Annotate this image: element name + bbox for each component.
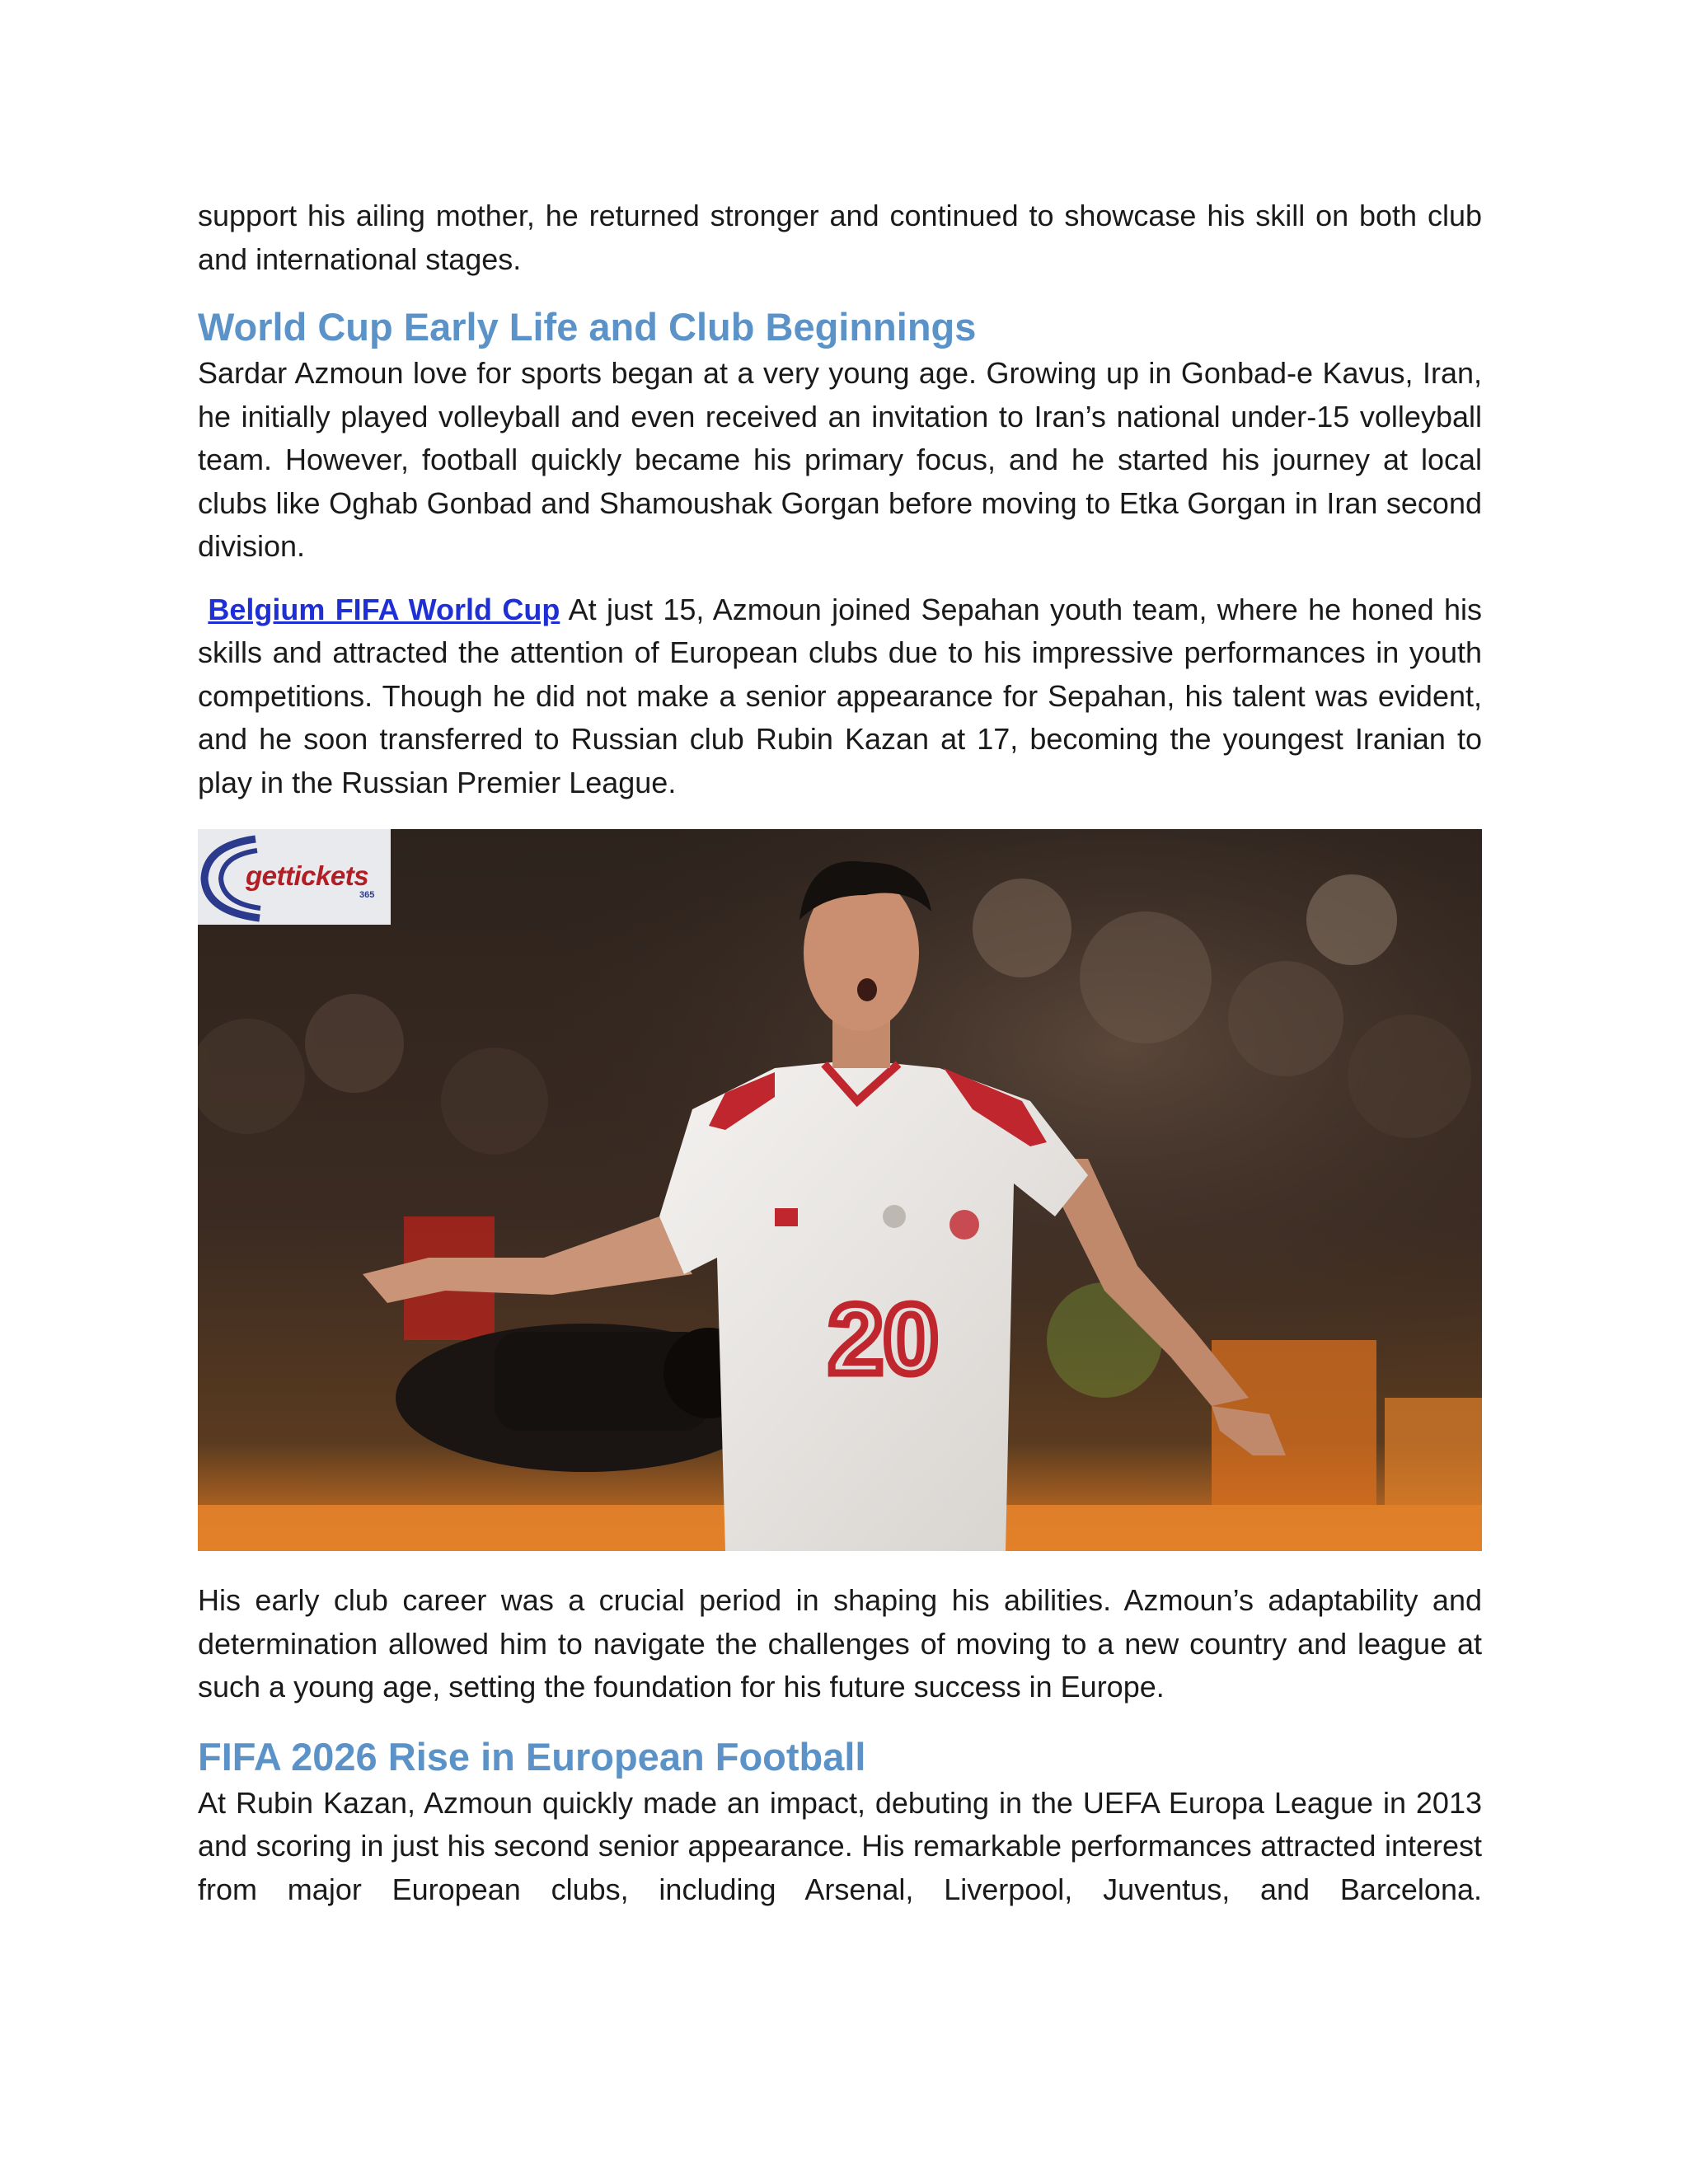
belgium-fifa-world-cup-link[interactable]: Belgium FIFA World Cup [208,592,560,626]
logo-text: gettickets [246,860,369,891]
photo-illustration [198,829,1482,1551]
logo-subtext: 365 [359,890,375,900]
player-celebration-photo [198,829,1482,1551]
photographer-camera [396,1324,775,1472]
shirt-number: 20 [828,1284,939,1394]
early-career-summary-paragraph: His early club career was a crucial period in shaping his abilities. Azmoun’s adaptability and determination allowed him to navigate the challenges of moving to a new country and league at such a young age, setting the foundation for his future success in Europe. [198,1583,1482,1704]
document-page [198,194,1482,1911]
youth-career-text: At just 15, Azmoun joined Sepahan youth team, where he honed his skills and attracted the attention of European clubs due to his impressive performances in youth competitions. Though he did not make a senior appearance for Sepahan, his talent was evident, and he soon transferred to Russian club Rubin Kazan at 17, becoming the youngest Iranian to play in the Russian Premier League. [198,592,1482,799]
gettickets-logo [198,829,391,925]
section-heading-early-life: World Cup Early Life and Club Beginnings [198,305,977,349]
section-heading-rise-europe: FIFA 2026 Rise in European Football [198,1734,866,1779]
intro-paragraph: support his ailing mother, he returned stronger and continued to showcase his skill on both club and international stages. [198,199,1482,276]
rise-europe-paragraph: At Rubin Kazan, Azmoun quickly made an impact, debuting in the UEFA Europa League in 2013 and scoring in just his second senior appearance. His remarkable performances attracted interest from major European clubs, including Arsenal, Liverpool, Juventus, and Barcelona. [198,1785,1482,1906]
youth-career-paragraph [198,588,1482,805]
early-life-paragraph: Sardar Azmoun love for sports began at a very young age. Growing up in Gonbad-e Kavus, Iran, he initially played volleyball and even received an invitation to Iran’s national under-15 volleyball team. However, football quickly became his primary focus, and he started his journey at local clubs like Oghab Gonbad and Shamoushak Gorgan before moving to Etka Gorgan in Iran second division. [198,356,1482,563]
